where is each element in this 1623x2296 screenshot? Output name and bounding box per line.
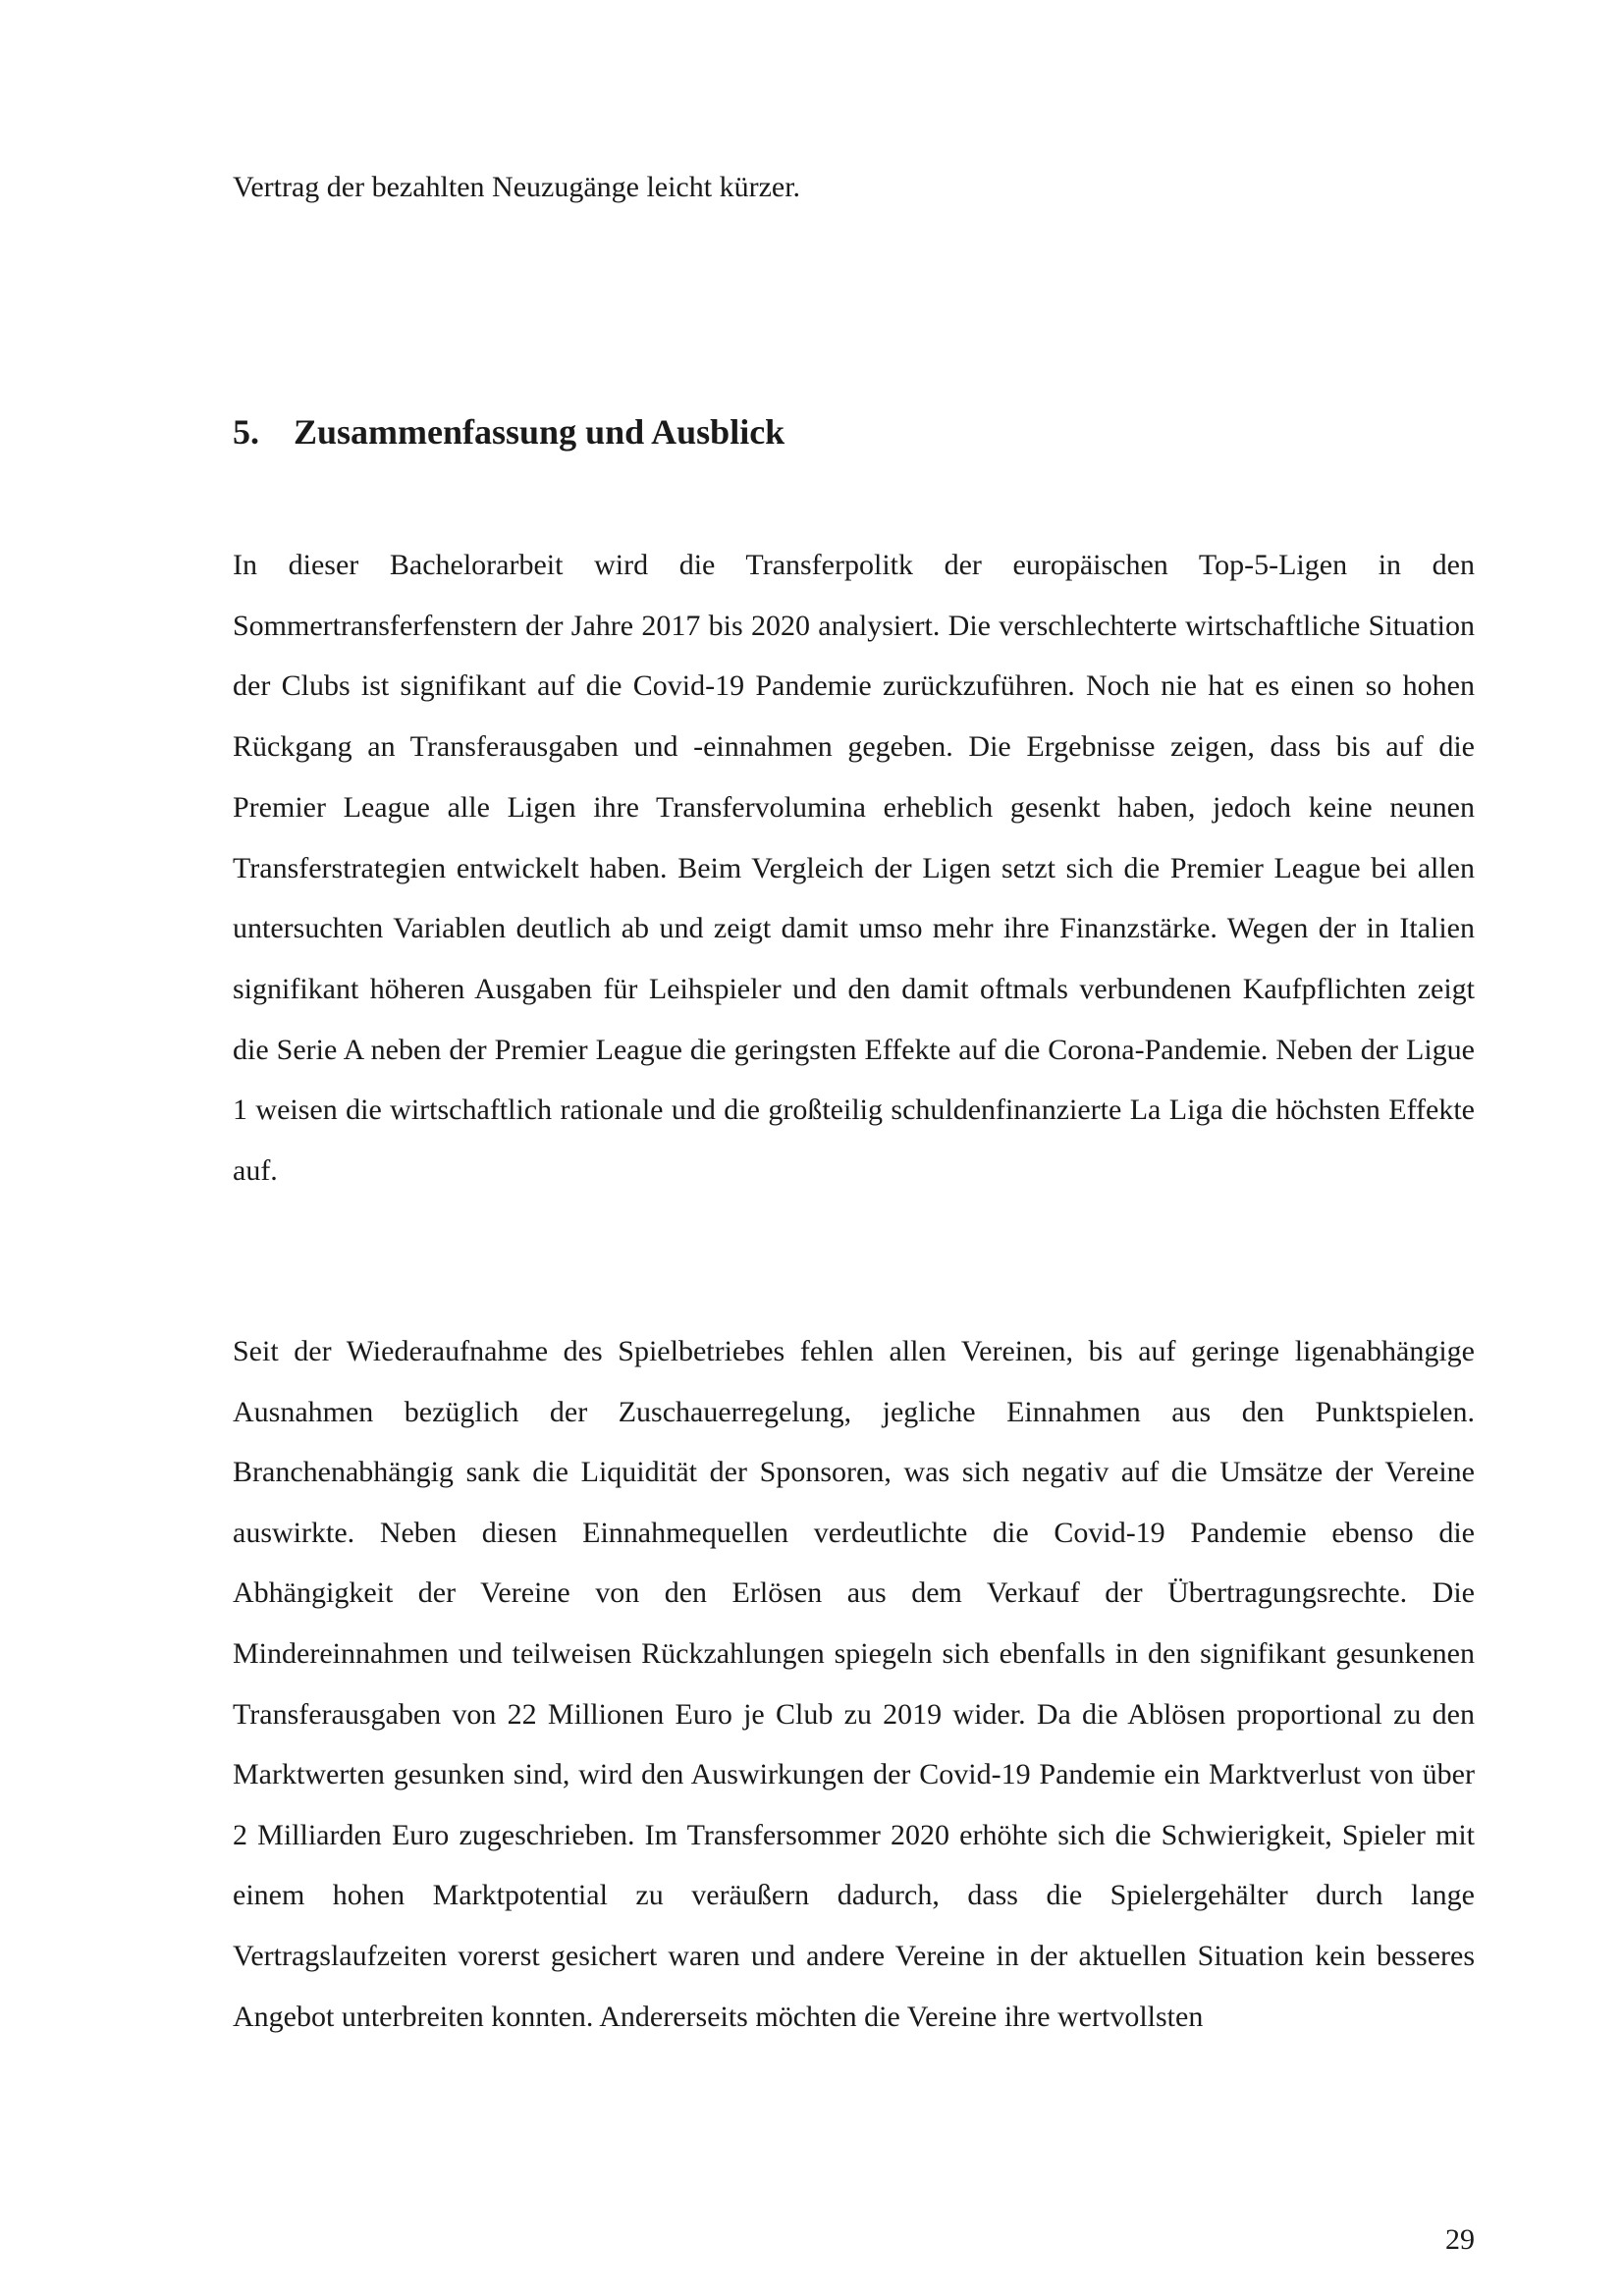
page-number: 29 bbox=[1445, 2223, 1475, 2256]
section-title: Zusammenfassung und Ausblick bbox=[294, 412, 785, 452]
intro-line: Vertrag der bezahlten Neuzugänge leicht kürzer. bbox=[233, 171, 801, 203]
section-number: 5. bbox=[233, 412, 259, 452]
body-paragraph-2: Seit der Wiederaufnahme des Spielbetriebes fehlen allen Vereinen, bis auf geringe ligenabhängige Ausnahmen bezüglich der Zuschauerregelung, jegliche Einnahmen aus den Punktspielen. Branchenabhängig sank die Liquidität der Sponsoren, was sich negativ auf die Umsätze der Vereine auswirkte. Neben diesen Einnahmequellen verdeutlichte die Covid-19 Pandemie ebenso die Abhängigkeit der Vereine von den Erlösen aus dem Verkauf der Übertragungsrechte. Die Mindereinnahmen und teilweisen Rückzahlungen spiegeln sich ebenfalls in den signifikant gesunkenen Transferausgaben von 22 Millionen Euro je Club zu 2019 wider. Da die Ablösen proportional zu den Marktwerten gesunken sind, wird den Auswirkungen der Covid-19 Pandemie ein Marktverlust von über 2 Milliarden Euro zugeschrieben. Im Transfersommer 2020 erhöhte sich die Schwierigkeit, Spieler mit einem hohen Marktpotential zu veräußern dadurch, dass die Spielergehälter durch lange Vertragslaufzeiten vorerst gesichert waren und andere Vereine in der aktuellen Situation kein besseres Angebot unterbreiten konnten. Andererseits möchten die Vereine ihre wertvollsten bbox=[233, 1335, 1475, 2033]
section-heading bbox=[233, 410, 784, 454]
body-paragraph-1: In dieser Bachelorarbeit wird die Transferpolitk der europäischen Top-5-Ligen in den Sommertransferfenstern der Jahre 2017 bis 2020 analysiert. Die verschlechterte wirtschaftliche Situation der Clubs ist signifikant auf die Covid-19 Pandemie zurückzuführen. Noch nie hat es einen so hohen Rückgang an Transferausgaben und -einnahmen gegeben. Die Ergebnisse zeigen, dass bis auf die Premier League alle Ligen ihre Transfervolumina erheblich gesenkt haben, jedoch keine neunen Transferstrategien entwickelt haben. Beim Vergleich der Ligen setzt sich die Premier League bei allen untersuchten Variablen deutlich ab und zeigt damit umso mehr ihre Finanzstärke. Wegen der in Italien signifikant höheren Ausgaben für Leihspieler und den damit oftmals verbundenen Kaufpflichten zeigt die Serie A neben der Premier League die geringsten Effekte auf die Corona-Pandemie. Neben der Ligue 1 weisen die wirtschaftlich rationale und die großteilig schuldenfinanzierte La Liga die höchsten Effekte auf. bbox=[233, 549, 1475, 1188]
